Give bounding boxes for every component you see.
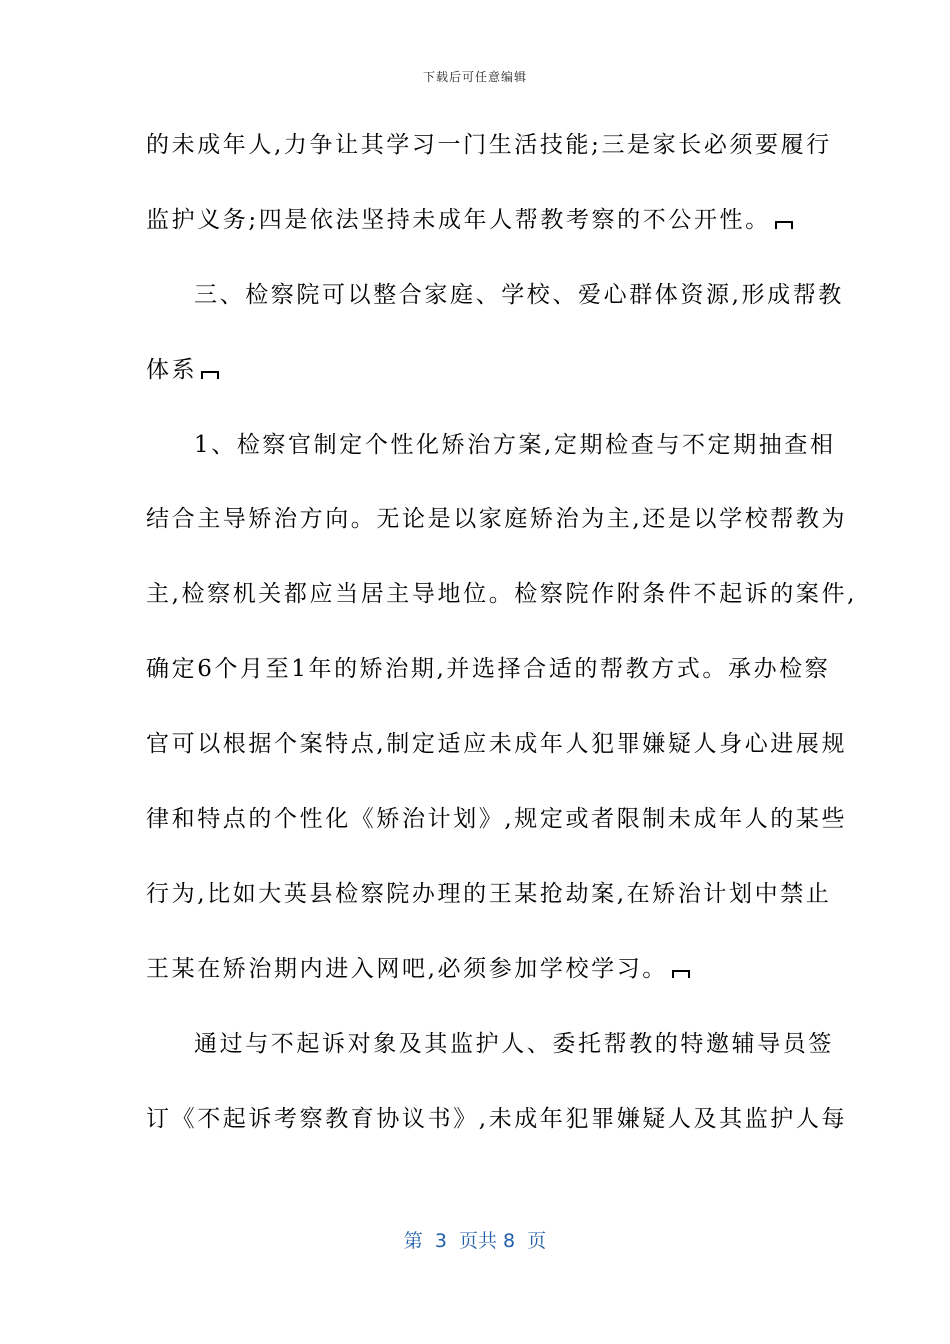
- document-body: [146, 122, 858, 1170]
- paragraph-mark-icon: [672, 970, 690, 978]
- paragraph-mark-icon: [201, 371, 219, 379]
- text-line: 律和特点的个性化《矫治计划》,规定或者限制未成年人的某些: [146, 806, 848, 833]
- text-line: 确定6个月至1年的矫治期,并选择合适的帮教方式。承办检察: [146, 656, 831, 683]
- text-line: 监护义务;四是依法坚持未成年人帮教考察的不公开性。: [146, 197, 816, 272]
- page-number: 第 3 页共 8 页: [403, 1230, 547, 1252]
- text-line: 体系: [146, 347, 816, 422]
- text-line: 订《不起诉考察教育协议书》,未成年犯罪嫌疑人及其监护人每: [146, 1105, 848, 1132]
- text-line: 的未成年人,力争让其学习一门生活技能;三是家长必须要履行: [146, 132, 832, 158]
- text-line: 1、检察官制定个性化矫治方案,定期检查与不定期抽查相: [194, 431, 836, 458]
- text-line: 主,检察机关都应当居主导地位。检察院作附条件不起诉的案件,: [146, 581, 858, 608]
- header-note: 下载后可任意编辑: [422, 70, 527, 84]
- text-line: 通过与不起诉对象及其监护人、委托帮教的特邀辅导员签: [194, 1030, 834, 1057]
- paragraph-mark-icon: [775, 221, 793, 229]
- text-line: 三、检察院可以整合家庭、学校、爱心群体资源,形成帮教: [194, 281, 844, 308]
- text-line: 结合主导矫治方向。无论是以家庭矫治为主,还是以学校帮教为: [146, 506, 848, 533]
- text-line: 行为,比如大英县检察院办理的王某抢劫案,在矫治计划中禁止: [146, 880, 832, 907]
- text-line: 官可以根据个案特点,制定适应未成年人犯罪嫌疑人身心进展规: [146, 731, 848, 758]
- text-line: 王某在矫治期内进入网吧,必须参加学校学习。: [146, 946, 816, 1021]
